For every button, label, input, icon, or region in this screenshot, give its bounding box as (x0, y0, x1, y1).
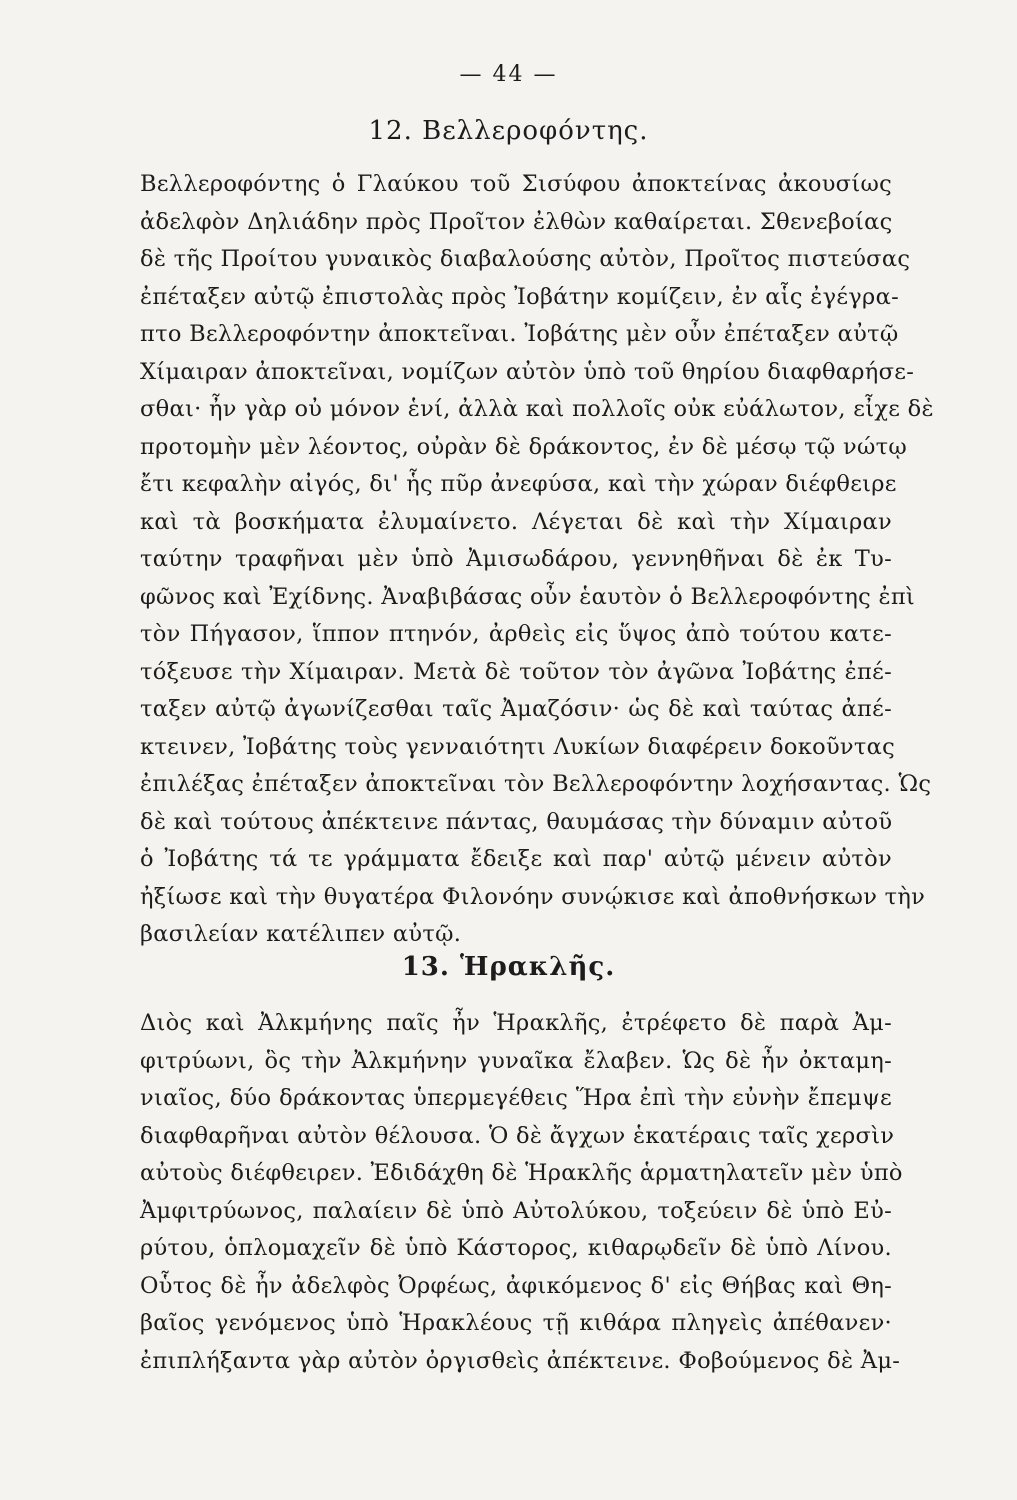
text-line: ἠξίωσε καὶ τὴν θυγατέρα Φιλονόην συνῴκισε καὶ ἀποθνήσκων τὴν (140, 883, 926, 910)
text-line: ρύτου, ὁπλομαχεῖν δὲ ὑπὸ Κάστορος, κιθαρῳδεῖν δὲ ὑπὸ Λίνου. (140, 1235, 892, 1261)
text-line: ταύτην τραφῆναι μὲν ὑπὸ Ἀμισωδάρου, γεννηθῆναι δὲ ἐκ Τυ- (140, 546, 892, 572)
text-line: διαφθαρῆναι αὐτὸν θέλουσα. Ὁ δὲ ἄγχων ἑκατέραις ταῖς χερσὶν (140, 1122, 895, 1149)
text-line: κτεινεν, Ἰοβάτης τοὺς γενναιότητι Λυκίων διαφέρειν δοκοῦντας (140, 733, 896, 760)
text-line: ὁ Ἰοβάτης τά τε γράμματα ἔδειξε καὶ παρ' αὐτῷ μένειν αὐτὸν (140, 846, 892, 872)
text-line: φιτρύωνι, ὃς τὴν Ἀλκμήνην γυναῖκα ἔλαβεν. Ὡς δὲ ἦν ὀκταμη- (140, 1047, 892, 1074)
text-line: ἀδελφὸν Δηλιάδην πρὸς Προῖτον ἐλθὼν καθαίρεται. Σθενεβοίας (140, 208, 893, 235)
text-line: ἐπέταξεν αὐτῷ ἐπιστολὰς πρὸς Ἰοβάτην κομίζειν, ἐν αἷς ἐγέγρα- (140, 283, 899, 310)
text-line: πτο Βελλεροφόντην ἀποκτεῖναι. Ἰοβάτης μὲν οὖν ἐπέταξεν αὐτῷ (140, 321, 899, 347)
text-line: φῶνος καὶ Ἐχίδνης. Ἀναβιβάσας οὖν ἑαυτὸν ὁ Βελλεροφόντης ἐπὶ (140, 583, 916, 610)
page-number: — 44 — (459, 62, 558, 87)
text-line: τὸν Πήγασον, ἵππον πτηνόν, ἀρθεὶς εἰς ὕψος ἀπὸ τούτου κατε- (140, 621, 892, 647)
text-line: Χίμαιραν ἀποκτεῖναι, νομίζων αὐτὸν ὑπὸ τοῦ θηρίου διαφθαρήσε- (140, 358, 915, 385)
text-line: ταξεν αὐτῷ ἀγωνίζεσθαι ταῖς Ἀμαζόσιν· ὡς δὲ καὶ ταύτας ἀπέ- (140, 696, 892, 722)
section-text-bellerophon (140, 166, 934, 954)
text-line: ἐπιπλήξαντα γὰρ αὐτὸν ὀργισθεὶς ἀπέκτεινε. Φοβούμενος δὲ Ἀμ- (140, 1347, 901, 1374)
text-line: νιαῖος, δύο δράκοντας ὑπερμεγέθεις Ἥρα ἐπὶ τὴν εὐνὴν ἔπεμψε (140, 1085, 892, 1111)
text-line: σθαι· ἦν γὰρ οὐ μόνον ἑνί, ἀλλὰ καὶ πολλοῖς οὐκ εὐάλωτον, εἶχε δὲ (140, 396, 934, 422)
text-line: ἐπιλέξας ἐπέταξεν ἀποκτεῖναι τὸν Βελλεροφόντην λοχήσαντας. Ὡς (140, 771, 932, 797)
text-line: Οὗτος δὲ ἦν ἀδελφὸς Ὀρφέως, ἀφικόμενος δ' εἰς Θήβας καὶ Θη- (140, 1272, 892, 1299)
section-heading-heracles: 13. Ἡρακλῆς. (401, 952, 616, 982)
text-line: βασιλείαν κατέλιπεν αὐτῷ. (140, 921, 462, 947)
section-text-heracles (140, 1005, 903, 1380)
text-line: αὐτοὺς διέφθειρεν. Ἐδιδάχθη δὲ Ἡρακλῆς ἁρματηλατεῖν μὲν ὑπὸ (140, 1160, 903, 1186)
text-line: καὶ τὰ βοσκήματα ἐλυμαίνετο. Λέγεται δὲ καὶ τὴν Χίμαιραν (140, 508, 892, 535)
text-line: δὲ καὶ τούτους ἀπέκτεινε πάντας, θαυμάσας τὴν δύναμιν αὐτοῦ (140, 808, 893, 835)
text-line: Ἀμφιτρύωνος, παλαίειν δὲ ὑπὸ Αὐτολύκου, τοξεύειν δὲ ὑπὸ Εὐ- (140, 1197, 892, 1224)
text-line: Διὸς καὶ Ἀλκμήνης παῖς ἦν Ἡρακλῆς, ἐτρέφετο δὲ παρὰ Ἀμ- (140, 1010, 892, 1036)
text-line: τόξευσε τὴν Χίμαιραν. Μετὰ δὲ τοῦτον τὸν ἀγῶνα Ἰοβάτης ἐπέ- (140, 658, 892, 685)
text-line: βαῖος γενόμενος ὑπὸ Ἡρακλέους τῇ κιθάρα πληγεὶς ἀπέθανεν· (140, 1310, 892, 1336)
text-line: ἔτι κεφαλὴν αἰγός, δι' ἧς πῦρ ἀνεφύσα, καὶ τὴν χώραν διέφθειρε (140, 471, 897, 497)
text-line: δὲ τῆς Προίτου γυναικὸς διαβαλούσης αὐτὸν, Προῖτος πιστεύσας (140, 246, 911, 272)
text-line: προτομὴν μὲν λέοντος, οὐρὰν δὲ δράκοντος, ἐν δὲ μέσῳ τῷ νώτῳ (140, 433, 908, 460)
section-heading-bellerophon: 12. Βελλεροφόντης. (368, 116, 649, 146)
text-line: Βελλεροφόντης ὁ Γλαύκου τοῦ Σισύφου ἀποκτείνας ἀκουσίως (140, 171, 892, 197)
